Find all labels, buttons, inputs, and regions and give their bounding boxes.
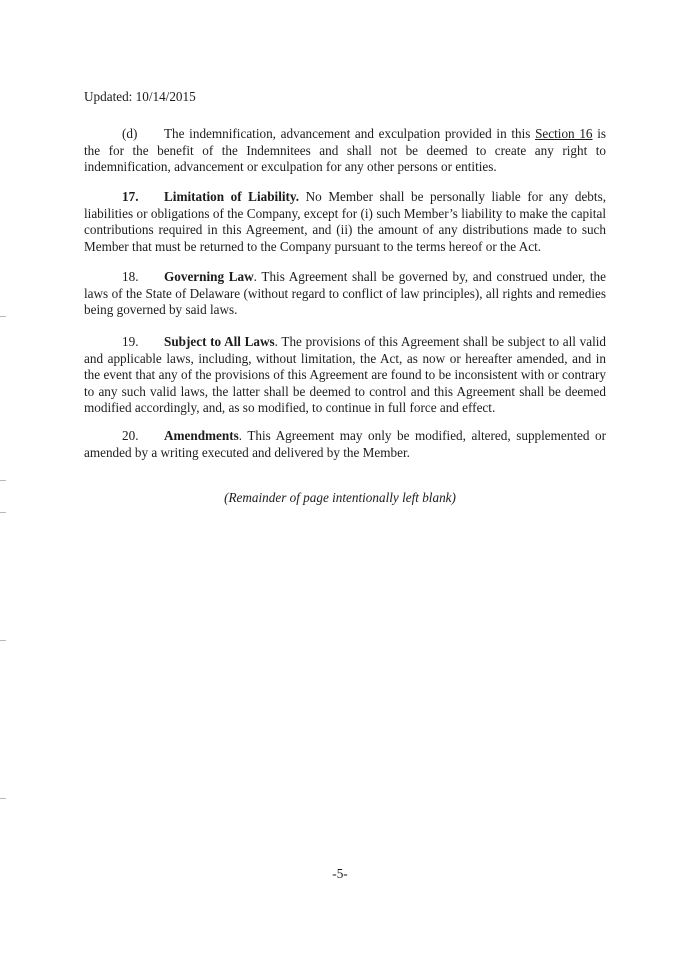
- paragraph-number: 20.: [122, 428, 139, 443]
- remainder-note: (Remainder of page intentionally left blank): [224, 490, 456, 505]
- paragraph-text: The indemnification, advancement and exculpation provided in this: [164, 126, 536, 141]
- paragraph-text: . This Agreement may only be modified, altered, supplemented or amended by a writing executed and delivered by the Member.: [84, 428, 606, 460]
- paragraph-number: (d): [122, 126, 138, 141]
- margin-mark: [0, 798, 6, 799]
- paragraph-title: Governing Law: [164, 269, 254, 284]
- updated-date: Updated: 10/14/2015: [84, 89, 196, 104]
- margin-mark: [0, 512, 6, 513]
- paragraph-number: 17.: [122, 189, 139, 204]
- margin-mark: [0, 640, 6, 641]
- paragraph-number: 18.: [122, 269, 139, 284]
- paragraph-19: [84, 334, 606, 417]
- paragraph-17: [84, 189, 606, 255]
- paragraph-title: Amendments: [164, 428, 239, 443]
- paragraph-text: . The provisions of this Agreement shall be subject to all valid and applicable laws, including, without limitation, the Act, as now or hereafter amended, and in the event that any of the provisions of this Agreement are found to be inconsistent with or contrary to any such valid laws, the latter shall be deemed to control and this Agreement shall be deemed modified accordingly, and, as so modified, to continue in full force and effect.: [84, 334, 606, 415]
- paragraph-text: is the for the benefit of the Indemnitees and shall not be deemed to create any right to indemnification, advancement or exculpation for any other persons or entities.: [84, 126, 607, 174]
- paragraph-text: . This Agreement shall be governed by, and construed under, the laws of the State of Delaware (without regard to conflict of law principles), all rights and remedies being governed by said laws.: [84, 269, 606, 317]
- paragraph-text: No Member shall be personally liable for any debts, liabilities or obligations of the Company, except for (i) such Member’s liability to make the capital contributions required in this Agreement, and (ii) the amount of any distributions made to such Member that must be returned to the Company pursuant to the terms hereof or the Act.: [84, 189, 606, 254]
- section-16-reference: Section 16: [535, 126, 593, 141]
- paragraph-title: Limitation of Liability.: [164, 189, 300, 204]
- page-number: -5-: [332, 866, 348, 881]
- margin-mark: [0, 316, 6, 317]
- paragraph-16d: [84, 126, 606, 176]
- paragraph-20: [84, 428, 606, 461]
- margin-mark: [0, 480, 6, 481]
- paragraph-title: Subject to All Laws: [164, 334, 275, 349]
- paragraph-18: [84, 269, 606, 319]
- paragraph-number: 19.: [122, 334, 139, 349]
